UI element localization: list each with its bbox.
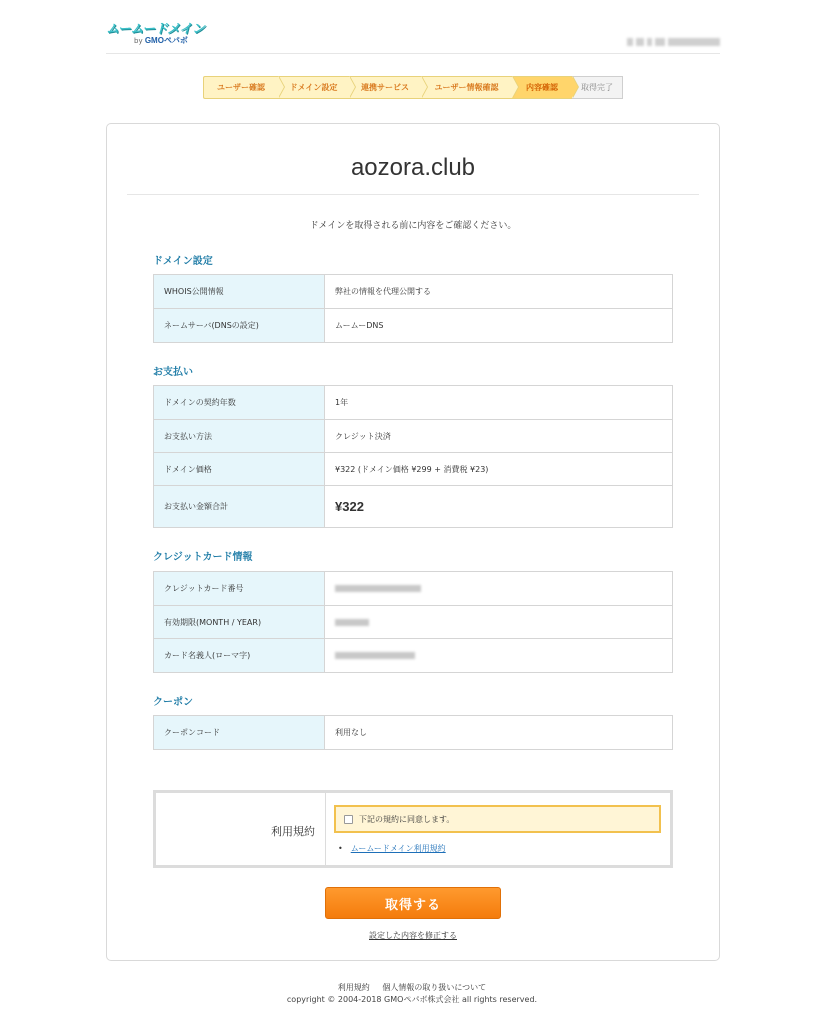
agree-terms-checkbox-row[interactable]: [334, 805, 661, 833]
table-row: [154, 453, 673, 486]
table-row: [154, 275, 673, 309]
expiry-blurred: [325, 606, 673, 639]
row-key: お支払い金額合計: [154, 486, 325, 528]
table-row: [154, 639, 673, 673]
footer-privacy-link[interactable]: 個人情報の取り扱いについて: [382, 983, 487, 992]
row-value: 弊社の情報を代理公開する: [325, 275, 673, 309]
agree-checkbox[interactable]: [344, 815, 353, 824]
section-heading-domain-settings: ドメイン設定: [153, 256, 213, 267]
row-key: 有効期限(MONTH / YEAR): [154, 606, 325, 639]
row-key: ドメイン価格: [154, 453, 325, 486]
footer-terms-link[interactable]: 利用規約: [337, 983, 370, 992]
row-value: ¥322 (ドメイン価格 ¥299 + 消費税 ¥23): [325, 453, 673, 486]
step-content-confirm: [512, 76, 572, 99]
table-row: [154, 606, 673, 639]
terms-label: 利用規約: [271, 825, 315, 838]
terms-panel: [153, 790, 673, 868]
card-number-blurred: [325, 572, 673, 606]
logo-brand: GMOペパボ: [144, 36, 188, 45]
section-heading-coupon: クーポン: [153, 697, 193, 708]
payment-table: [153, 385, 673, 528]
logo-wordmark: ムームードメイン: [106, 22, 205, 37]
step-domain-settings: [278, 76, 349, 99]
acquire-button[interactable]: 取得する: [325, 887, 501, 919]
progress-steps: [203, 76, 623, 99]
row-key: カード名義人(ローマ字): [154, 639, 325, 673]
step-label: ユーザー情報確認: [434, 83, 499, 92]
logo-by: by: [134, 37, 143, 45]
intro-text: ドメインを取得される前に内容をご確認ください。: [309, 221, 517, 231]
terms-link-row: [338, 843, 446, 854]
table-row: [154, 572, 673, 606]
row-value: クレジット決済: [325, 420, 673, 453]
logo-byline: [134, 35, 188, 46]
total-amount: ¥322: [335, 499, 364, 514]
section-heading-payment: お支払い: [153, 367, 193, 378]
copyright: copyright © 2004-2018 GMOペパボ株式会社 all rights reserved.: [286, 995, 538, 1004]
terms-of-service-link[interactable]: ムームードメイン利用規約: [350, 844, 446, 853]
coupon-table: [153, 715, 673, 750]
user-name-blurred: [627, 38, 720, 46]
credit-card-table: [153, 571, 673, 673]
row-key: WHOIS公開情報: [154, 275, 325, 309]
step-acquisition-complete: [572, 76, 623, 99]
step-linked-services: [349, 76, 421, 99]
divider: [127, 194, 699, 195]
confirmation-card: [106, 123, 720, 961]
total-cell: [325, 486, 673, 528]
muumuu-domain-logo[interactable]: [106, 18, 210, 46]
step-label: ユーザー確認: [217, 83, 265, 92]
edit-settings-link[interactable]: 設定した内容を修正する: [369, 931, 457, 940]
section-heading-credit-card: クレジットカード情報: [153, 552, 253, 563]
row-key: ドメインの契約年数: [154, 386, 325, 420]
terms-label-cell: [156, 793, 326, 865]
domain-title: aozora.club: [350, 154, 476, 181]
step-label: 取得完了: [581, 83, 613, 92]
table-row: [154, 420, 673, 453]
row-key: クーポンコード: [154, 716, 325, 750]
row-value: ムームーDNS: [325, 309, 673, 343]
bullet-icon: •: [338, 844, 343, 853]
table-row: [154, 386, 673, 420]
table-row: [154, 716, 673, 750]
step-label: 連携サービス: [361, 83, 409, 92]
site-header: [106, 14, 720, 54]
table-row: [154, 309, 673, 343]
step-user-info-confirm: [421, 76, 512, 99]
table-row: [154, 486, 673, 528]
cardholder-blurred: [325, 639, 673, 673]
row-key: お支払い方法: [154, 420, 325, 453]
domain-settings-table: [153, 274, 673, 343]
step-label: 内容確認: [526, 83, 558, 92]
row-key: ネームサーバ(DNSの設定): [154, 309, 325, 343]
row-value: 1年: [325, 386, 673, 420]
step-label: ドメイン設定: [289, 83, 338, 92]
agree-text: 下記の規約に同意します。: [359, 814, 455, 824]
step-user-confirm: [203, 76, 278, 99]
row-value: 利用なし: [325, 716, 673, 750]
row-key: クレジットカード番号: [154, 572, 325, 606]
footer-links: [0, 982, 824, 993]
